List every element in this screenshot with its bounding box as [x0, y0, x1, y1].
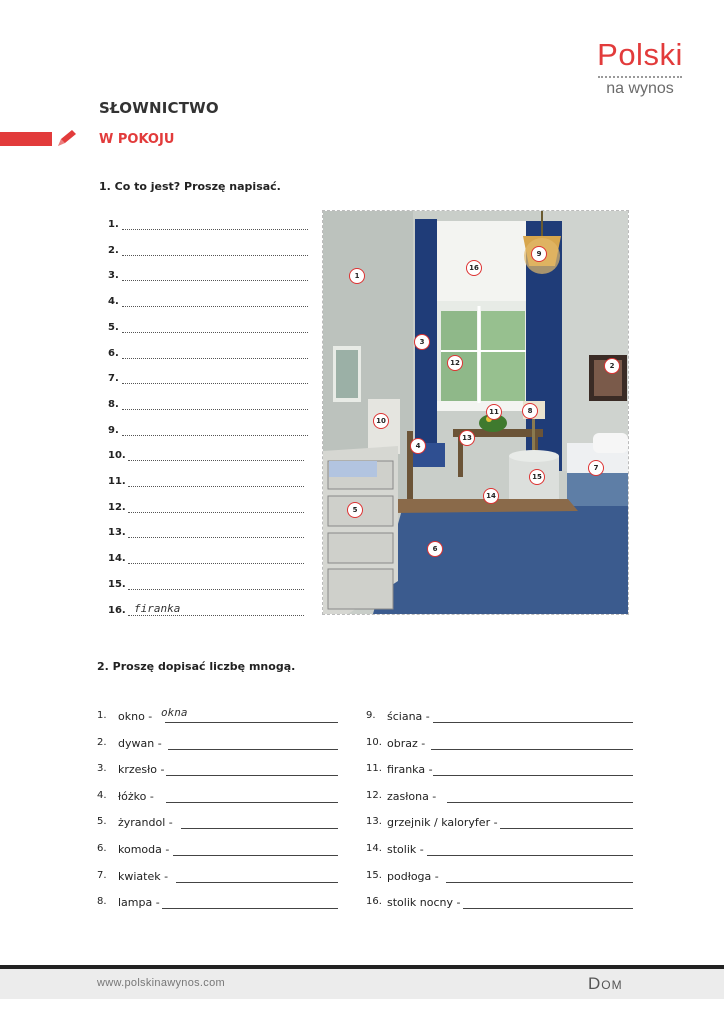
singular-word: łóżko - [118, 789, 154, 803]
plural-row[interactable] [97, 706, 338, 724]
photo-marker: 11 [486, 404, 502, 420]
plural-row[interactable] [366, 763, 633, 777]
answer-line-number: 13. [108, 527, 126, 539]
answer-line[interactable] [108, 502, 304, 516]
answer-line-number: 16. [108, 604, 126, 616]
plural-row-number: 16. [366, 896, 382, 908]
singular-word: grzejnik / kaloryfer - [387, 816, 498, 830]
plural-row[interactable] [366, 790, 633, 804]
photo-marker: 9 [531, 246, 547, 262]
answer-line[interactable] [108, 527, 304, 541]
answer-line[interactable] [108, 476, 304, 490]
singular-word: obraz - [387, 736, 426, 750]
exercise-1-title: 1. Co to jest? Proszę napisać. [99, 180, 281, 193]
plural-row[interactable] [97, 870, 338, 884]
photo-marker: 3 [414, 334, 430, 350]
answer-line-number: 6. [108, 347, 119, 359]
answer-line-number: 1. [108, 219, 119, 230]
accent-bar [0, 132, 52, 146]
answer-underline [431, 749, 633, 750]
plural-row-number: 1. [97, 710, 107, 721]
answer-underline [463, 908, 633, 909]
answer-line[interactable] [108, 270, 308, 284]
plural-row-number: 2. [97, 736, 107, 748]
logo-sub-text: na wynos [606, 80, 674, 97]
photo-marker: 6 [427, 541, 443, 557]
plural-row-number: 12. [366, 789, 382, 801]
plural-row[interactable] [366, 843, 633, 857]
answer-line[interactable] [108, 450, 304, 464]
plural-row[interactable] [366, 816, 633, 830]
plural-row-number: 6. [97, 843, 107, 854]
logo-divider [598, 74, 682, 78]
dotted-line [128, 589, 304, 590]
photo-marker: 5 [347, 502, 363, 518]
answer-underline [500, 828, 633, 829]
singular-word: okno - [118, 710, 153, 723]
photo-marker: 7 [588, 460, 604, 476]
singular-word: ściana - [387, 710, 430, 723]
photo-marker: 8 [522, 403, 538, 419]
answer-line-number: 9. [108, 424, 119, 436]
dotted-line [122, 280, 308, 281]
answer-line[interactable] [108, 399, 308, 413]
plural-row-number: 10. [366, 736, 382, 748]
answer-underline [446, 882, 633, 883]
answer-line-number: 5. [108, 321, 119, 333]
plural-row-number: 4. [97, 789, 107, 801]
answer-line-number: 2. [108, 244, 119, 256]
answer-underline [433, 722, 633, 723]
dotted-line [122, 383, 308, 384]
plural-row[interactable] [97, 843, 338, 857]
photo-marker: 16 [466, 260, 482, 276]
answer-line-number: 10. [108, 450, 126, 462]
plural-row-number: 7. [97, 869, 107, 881]
plural-row[interactable] [97, 816, 338, 830]
answer-line[interactable] [108, 245, 308, 259]
singular-word: zasłona - [387, 789, 437, 803]
exercise-2-title: 2. Proszę dopisać liczbę mnogą. [97, 660, 296, 673]
answer-line[interactable] [108, 553, 304, 567]
answer-line[interactable] [108, 373, 308, 387]
singular-word: firanka - [387, 763, 433, 777]
dotted-line [122, 229, 308, 230]
singular-word: stolik nocny - [387, 896, 461, 910]
plural-row-number: 8. [97, 896, 107, 908]
plural-row-number: 5. [97, 816, 107, 828]
answer-underline [165, 722, 338, 723]
singular-word: krzesło - [118, 763, 165, 777]
logo-main-text: Polski [597, 37, 683, 72]
plural-row[interactable] [97, 737, 338, 751]
answer-line-number: 4. [108, 296, 119, 308]
answer-line[interactable] [108, 322, 308, 336]
photo-marker: 10 [373, 413, 389, 429]
photo-marker: 2 [604, 358, 620, 374]
plural-row-number: 9. [366, 710, 376, 721]
plural-row[interactable] [366, 737, 633, 751]
plural-row[interactable] [366, 870, 633, 884]
footer-topic: Dom [588, 974, 623, 993]
answer-line-number: 15. [108, 578, 126, 590]
answer-line-number: 12. [108, 501, 126, 513]
answer-line[interactable] [108, 296, 308, 310]
answer-underline [427, 855, 633, 856]
answer-underline [168, 749, 338, 750]
dotted-line [128, 563, 304, 564]
answer-underline [433, 775, 633, 776]
plural-row-number: 3. [97, 763, 107, 775]
answer-line[interactable] [108, 579, 304, 593]
handwritten-answer: firanka [134, 601, 181, 615]
handwritten-answer: okna [161, 706, 188, 719]
dotted-line [122, 409, 308, 410]
answer-underline [176, 882, 338, 883]
answer-underline [166, 775, 338, 776]
singular-word: żyrandol - [118, 816, 173, 830]
dotted-line [122, 358, 308, 359]
answer-line-number: 7. [108, 373, 119, 385]
answer-underline [181, 828, 338, 829]
section-title: SŁOWNICTWO [99, 99, 219, 117]
plural-row-number: 13. [366, 816, 382, 828]
answer-line-number: 8. [108, 398, 119, 410]
answer-line-number: 11. [108, 476, 126, 487]
answer-underline [162, 908, 338, 909]
subsection-title: W POKOJU [99, 132, 175, 147]
answer-underline [173, 855, 338, 856]
answer-line[interactable] [108, 348, 308, 362]
dotted-line [128, 537, 304, 538]
dotted-line [128, 460, 304, 461]
photo-marker: 1 [349, 268, 365, 284]
plural-row-number: 14. [366, 843, 382, 854]
singular-word: dywan - [118, 736, 162, 750]
dotted-line [122, 306, 308, 307]
dotted-line [128, 486, 304, 487]
singular-word: stolik - [387, 843, 424, 856]
photo-marker: 13 [459, 430, 475, 446]
answer-line[interactable] [108, 601, 304, 619]
plural-row-number: 11. [366, 763, 382, 775]
dotted-line [128, 615, 304, 616]
dotted-line [128, 512, 304, 513]
dotted-line [122, 435, 308, 436]
pencil-icon [56, 128, 78, 148]
plural-row[interactable] [366, 896, 633, 910]
photo-marker: 4 [410, 438, 426, 454]
answer-underline [447, 802, 633, 803]
singular-word: podłoga - [387, 869, 439, 883]
plural-row-number: 15. [366, 869, 382, 881]
photo-marker: 15 [529, 469, 545, 485]
plural-row[interactable] [366, 710, 633, 724]
photo-marker: 14 [483, 488, 499, 504]
singular-word: lampa - [118, 896, 160, 910]
singular-word: komoda - [118, 843, 170, 856]
answer-line[interactable] [108, 219, 308, 233]
photo-marker: 12 [447, 355, 463, 371]
plural-row[interactable] [97, 763, 338, 777]
dotted-line [122, 332, 308, 333]
plural-row[interactable] [97, 896, 338, 910]
answer-line[interactable] [108, 425, 308, 439]
answer-line-number: 3. [108, 270, 119, 282]
plural-row[interactable] [97, 790, 338, 804]
singular-word: kwiatek - [118, 869, 169, 883]
footer-url: www.polskinawynos.com [97, 977, 225, 989]
answer-line-number: 14. [108, 553, 126, 565]
brand-logo [592, 38, 688, 98]
dotted-line [122, 255, 308, 256]
answer-underline [166, 802, 338, 803]
